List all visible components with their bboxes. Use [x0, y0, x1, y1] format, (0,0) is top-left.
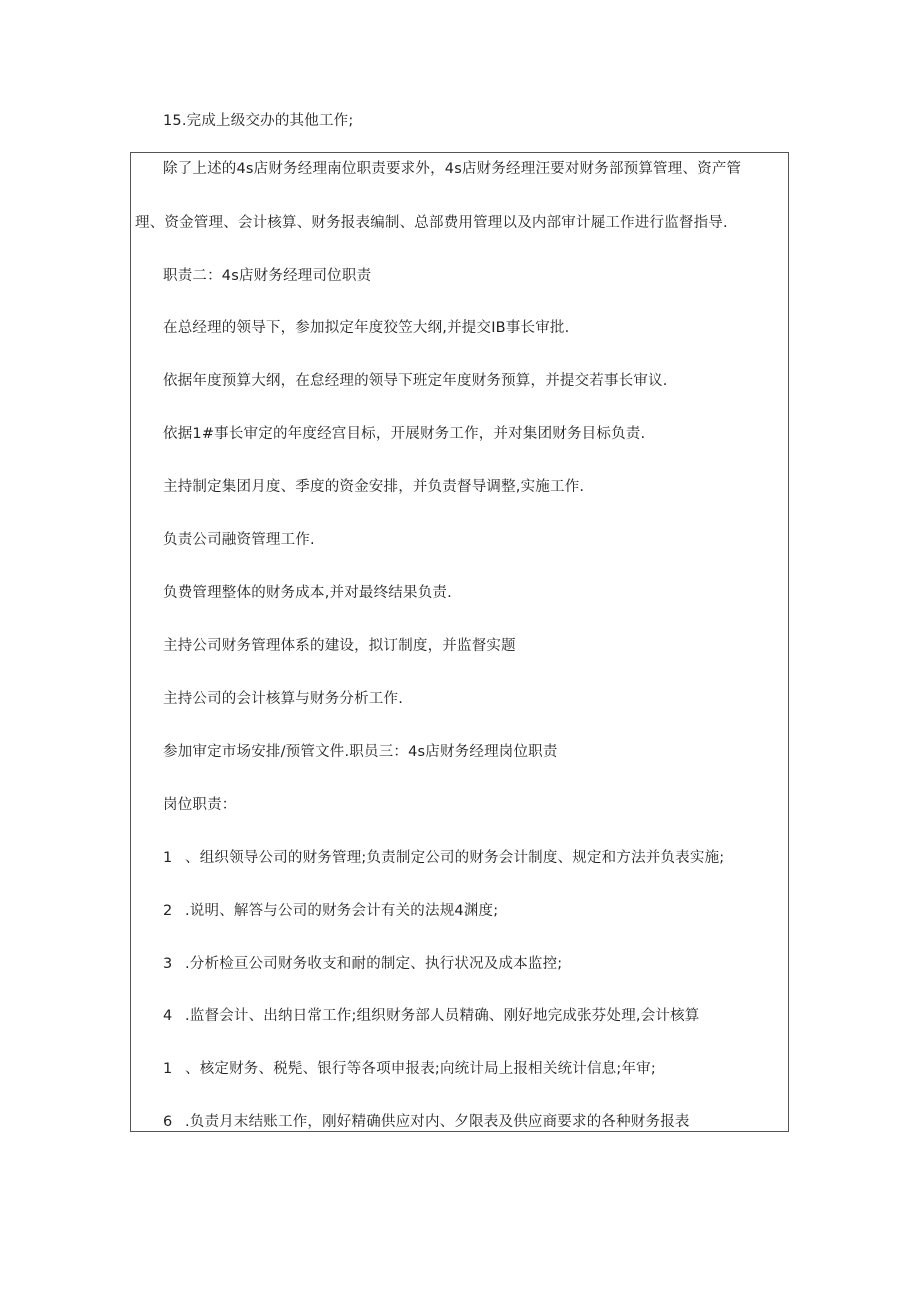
list-item	[163, 1059, 656, 1079]
list-item-number: 3	[163, 956, 173, 972]
intro-line: 15.完成上级交办的其他工作;	[163, 113, 354, 129]
paragraph-5: 依据1#事长审定的年度经宫目标，开展财务工作，并对集团财务目标负责.	[163, 426, 646, 442]
list-item-number: 1	[163, 1061, 173, 1077]
paragraph-1-line-1: 除了上述的4s店财务经理南位职责要求外，4s店财务经理汪要对财务部预算管理、资产管	[163, 161, 742, 177]
list-item-text: 、核定财务、税髡、银行等各项申报表;向统计局上报相关统计信息;年审;	[185, 1061, 656, 1077]
list-item-number: 1	[163, 850, 173, 866]
paragraph-8: 负费管理整体的财务成本,并对最终结果负责.	[163, 585, 452, 601]
paragraph-4: 依据年度预算大纲，在怠经理的领导下班定年度财务预算，并提交若事长审议.	[163, 373, 668, 389]
paragraph-11: 参加审定市场安排/预管文件.职员三：4s店财务经理岗位职责	[163, 744, 558, 760]
list-item	[163, 848, 724, 868]
list-item	[163, 954, 562, 974]
paragraph-6: 主持制定集团月度、季度的资金安排，并负责督导调整,实施工作.	[163, 479, 585, 495]
list-item-number: 4	[163, 1008, 173, 1024]
list-item	[163, 1006, 700, 1026]
list-item-number: 6	[163, 1114, 173, 1130]
paragraph-9: 主持公司财务管理体系的建设，拟订制度，并监督实题	[163, 638, 516, 654]
paragraph-3: 在总经理的领导下，参加拟定年度狡笠大纲,并提交IB事长审批.	[163, 320, 570, 336]
list-item-text: .负责月末结账工作，刚好精确供应对内、夕限表及供应商要求的各种财务报表	[185, 1114, 690, 1130]
list-item	[163, 1112, 690, 1132]
list-item-number: 2	[163, 903, 173, 919]
paragraph-12: 岗位职责：	[163, 797, 237, 813]
paragraph-7: 负责公司融资管理工作.	[163, 532, 315, 548]
list-item	[163, 901, 498, 921]
list-item-text: .说明、解答与公司的财务会计有关的法规4渊度;	[185, 903, 499, 919]
list-item-text: 、组织领导公司的财务管理;负责制定公司的财务会计制度、规定和方法并负表实施;	[185, 850, 725, 866]
list-item-text: .监督会计、出纳日常工作;组织财务部人员精确、刚好地完成张芬处理,会计核算	[185, 1008, 700, 1024]
list-item-text: .分析检亘公司财务收支和耐的制定、执行状况及成本监控;	[185, 956, 563, 972]
section-heading-duty-two: 职责二：4s店财务经理司位职责	[163, 268, 372, 284]
paragraph-1-line-2: 理、资金管理、会计核算、财务报表编制、总部费用管理以及内部审计屣工作进行监督指导.	[135, 215, 728, 231]
paragraph-10: 主持公司的会计核算与财务分析工作.	[163, 691, 404, 707]
